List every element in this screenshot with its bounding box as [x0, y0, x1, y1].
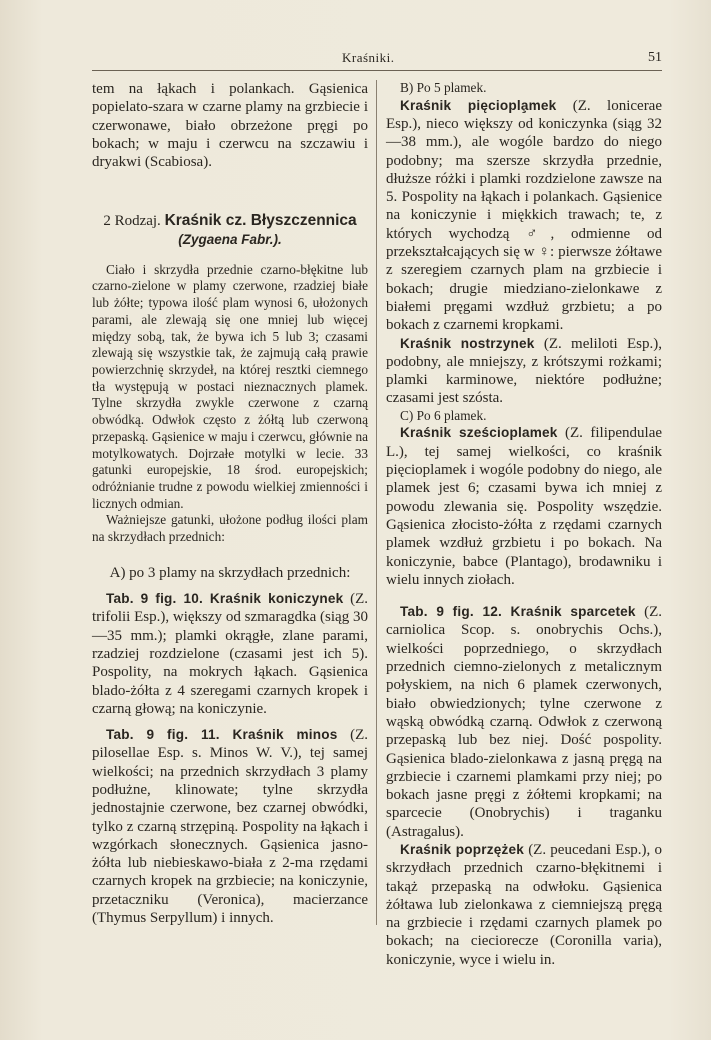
- species-entry: [92, 590, 368, 718]
- species-name: Kraśnik pięciopla̧mek: [400, 97, 557, 113]
- species-name: Tab. 9 fig. 12. Kraśnik sparcetek: [400, 604, 636, 620]
- left-column: [92, 80, 368, 927]
- section-latin-name: (Zygaena Fabr.).: [178, 232, 282, 248]
- running-header: [92, 50, 662, 70]
- species-name: Kraśnik nostrzynek: [400, 335, 535, 351]
- genus-description: Ciało i skrzydła przednie czarno-błękitne lub czarno-zielone w plamy czerwone, rzadziej białe lub żółte; typowa ilość plam wynosi 6, ułożonych parami, ale zlewają się one mniej lub więcej między sobą, tak, że bywa ich 5 lub 3; czasami zlewają się wszystkie tak, że zajmują całą prawie powierzchnię skrzydeł, na której resztki ciemnego tła występują w postaci nieznacznych plamek. Tylne skrzydła zwykle czerwone z czarną obwódką. Odwłok często z żółtą lub czerwoną przepaską. Gąsienice w maju i czerwcu, głównie na motylkowatych. Dojrzałe motylki w lecie. 33 gatunki europejskie, 18 środ. europejskich; odróżnianie trudne z powodu wielkiej zmienności i licznych odmian.: [92, 261, 368, 511]
- species-entry: [386, 841, 662, 969]
- running-title: Kraśniki.: [342, 50, 395, 65]
- column-divider: [376, 80, 377, 925]
- group-heading-a: A) po 3 plamy na skrzydłach przednich:: [109, 564, 351, 581]
- section-prefix: 2 Rodzaj.: [103, 213, 161, 230]
- species-entry: [92, 726, 368, 927]
- species-name: Tab. 9 fig. 10. Kraśnik koniczynek: [106, 591, 344, 607]
- species-text: (Z. filipendulae L.), tej samej wielkości, co kraśnik pięcioplamek i wogóle podobny do niego, ale plamek jest 6; czasami bywa ich mniej z powodu zlewania się. Pospolity wszędzie. Gąsienica złocisto-żółta z rzędami czarnych plamek wzdłuż grzbietu i po bokach. Na koniczynie, babce (Plantago), brodawniku i wielu innych ziołach.: [386, 425, 663, 588]
- species-text: (Z. meliloti Esp.), podobny, ale mniejszy, z krótszymi rożkami; plamki karminowe, niektóre podłużne; czasami jest szósta.: [386, 335, 663, 407]
- species-name: Tab. 9 fig. 11. Kraśnik minos: [106, 727, 338, 743]
- page-number: 51: [648, 50, 662, 65]
- group-heading-b: B) Po 5 plamek.: [400, 80, 487, 95]
- right-column: [386, 80, 662, 969]
- species-text: (Z. peucedani Esp.), o skrzydłach przednich czarno-błękitnemi i takąż przepaską na odwłoku. Gąsienica żółtawa lub zielonkawa z ciemniejszą pręgą na grzbiecie i rzędami czarnych plamek po bokach; na cieciorecze (Coronilla varia), koniczynie, wyce i wielu in.: [386, 841, 662, 968]
- species-entry: [386, 603, 662, 841]
- section-genus: Kraśnik cz. Błyszczennica: [164, 212, 357, 230]
- group-heading-c: C) Po 6 plamek.: [400, 407, 487, 423]
- header-rule: [92, 70, 662, 71]
- species-entry: [386, 335, 662, 408]
- section-heading: [92, 211, 368, 231]
- species-name: Kraśnik poprzężek: [400, 841, 524, 857]
- species-entry: [386, 424, 662, 589]
- species-intro: Ważniejsze gatunki, ułożone podług ilości plam na skrzydłach przednich:: [92, 512, 368, 545]
- species-text: (Z. pilosellae Esp. s. Minos W. V.), tej samej wielkości; na przednich skrzydłach 3 plamy podłużne, klinowate; tylne skrzydła jednostajnie czerwone, bez czarnej obwódki, tylko z czarną strzępiną. Pospolity na łąkach i wzgórkach słonecznych. Gąsienica jasno-żółta lub niebieskawo-biała z 2-ma rzędami czarnych kropek na grzbiecie; na koniczynie, przetaczniku (Veronica), macierzance (Thymus Serpyllum) i innych.: [92, 727, 369, 927]
- paragraph-continuation: tem na łąkach i polankach. Gąsienica popielato-szara w czarne plamy na grzbiecie i czerwonawe, biało obrzeżone pręgi po bokach; w maju i czerwcu na szczawiu i dryakwi (Scabiosa).: [92, 81, 368, 171]
- species-entry: [386, 97, 662, 335]
- species-text: (Z. lonicerae Esp.), nieco większy od koniczynka (siąg 32—38 mm.), ale wogóle bardzo do niego podobny; ma szersze skrzydła przednie, dłuższe różki i plamki rozdzielone zawsze na 5. Pospolity na łąkach i polankach. Gąsienice na koniczynie i miękkich trawach; te, z których wychodzą ♂, odmienne od przekształcających się w ♀: pierwsze żółtawe z szeregiem czarnych plam na grzbiecie i bokach; drugie miedziano-zielonkawe z białemi pręgami wzdłuż grzbietu; a po bokach z czarnemi kropkami.: [386, 97, 662, 334]
- species-text: (Z. trifolii Esp.), większy od szmaragdka (siąg 30—35 mm.); plamki okrągłe, zlane parami, rzadziej rozdzielone (czasami jest ich 5). Pospolity, na mokrych łąkach. Gąsienica blado-żółta z 4 szeregami czarnych kropek i czarną głową; na koniczynie.: [92, 591, 368, 717]
- species-name: Kraśnik sześcioplamek: [400, 425, 558, 441]
- species-text: (Z. carniolica Scop. s. onobrychis Ochs.), wielkości poprzedniego, o skrzydłach przednich ciemno-zielonych z metalicznym połyskiem, na nich 6 plamek czerwonych, biało obwiedzionych; tylne czerwone z wąską obwódką czarną. Odwłok z czerwoną przepaską lub bez niej. Dość pospolity. Gąsienica blado-zielonkawa z jasną pręgą na grzbiecie i czarnemi plamkami przy niej; po bokach jasne pręgi z żółtemi kropkami; na sparcecie (Onobrychis) i traganku (Astragalus).: [386, 604, 662, 840]
